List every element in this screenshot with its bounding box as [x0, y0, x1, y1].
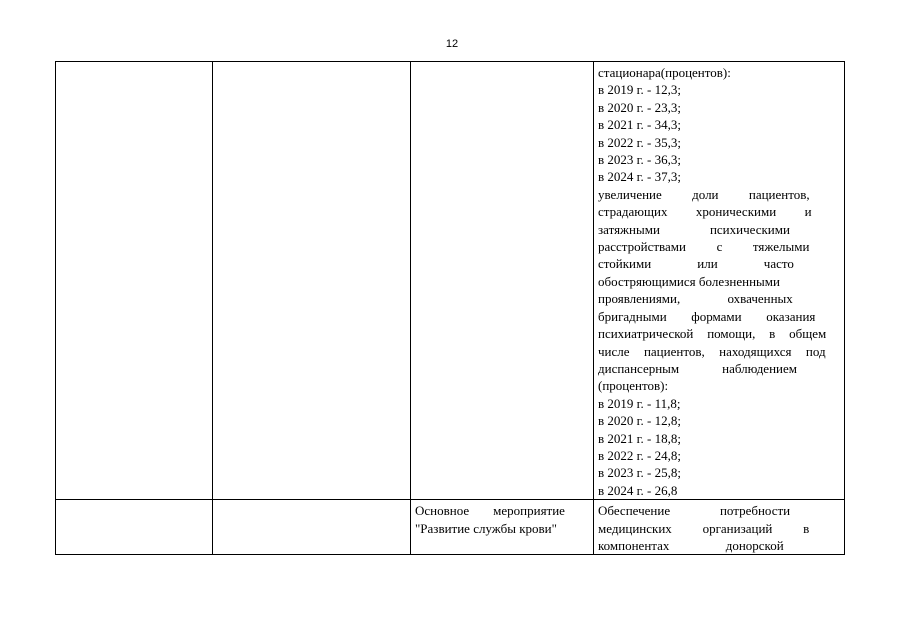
- text-line: в 2021 г. - 34,3;: [598, 117, 681, 133]
- text-line: (процентов):: [598, 378, 669, 394]
- table-cell-col2: [213, 500, 411, 555]
- table-cell-col1: [56, 62, 213, 500]
- text-line: страдающих хроническими и: [598, 204, 812, 220]
- text-line: затяжными психическими: [598, 221, 790, 237]
- text-line: психиатрической помощи, в общем: [598, 326, 827, 342]
- text-line: бригадными формами оказания: [598, 308, 816, 324]
- table-cell-col2: [213, 62, 411, 500]
- table-cell-indicators: [594, 500, 845, 555]
- document-table: [55, 61, 845, 555]
- text-line: расстройствами с тяжелыми: [598, 239, 810, 255]
- table-row: [56, 500, 845, 555]
- page-number: 12: [445, 38, 459, 50]
- table-row: [56, 62, 845, 500]
- table-cell-indicators: [594, 62, 845, 500]
- text-line: Обеспечение потребности: [598, 503, 791, 519]
- text-line: увеличение доли пациентов,: [598, 186, 810, 202]
- text-line: в 2022 г. - 35,3;: [598, 134, 681, 150]
- text-line: в 2023 г. - 25,8;: [598, 465, 681, 481]
- text-line: в 2024 г. - 37,3;: [598, 169, 681, 185]
- text-line: Основное мероприятие: [415, 503, 565, 519]
- text-line: "Развитие службы крови": [415, 520, 557, 536]
- text-line: проявлениями, охваченных: [598, 291, 793, 307]
- text-line: в 2020 г. - 23,3;: [598, 99, 681, 115]
- table-cell-activity: [411, 500, 594, 555]
- text-line: медицинских организаций в: [598, 520, 810, 536]
- text-line: в 2019 г. - 11,8;: [598, 395, 681, 411]
- table-cell-col3: [411, 62, 594, 500]
- text-line: стационара(процентов):: [598, 65, 731, 80]
- text-line: числе пациентов, находящихся под: [598, 343, 826, 359]
- text-line: в 2023 г. - 36,3;: [598, 152, 681, 168]
- text-line: стойкими или часто: [598, 256, 794, 272]
- text-line: диспансерным наблюдением: [598, 360, 797, 376]
- text-line: в 2019 г. - 12,3;: [598, 82, 681, 98]
- text-line: в 2021 г. - 18,8;: [598, 430, 681, 446]
- text-line: обостряющимися болезненными: [598, 273, 780, 289]
- text-line: в 2022 г. - 24,8;: [598, 447, 681, 463]
- table-cell-col1: [56, 500, 213, 555]
- text-line: компонентах донорской: [598, 537, 784, 553]
- text-line: в 2024 г. - 26,8: [598, 482, 678, 498]
- text-line: в 2020 г. - 12,8;: [598, 413, 681, 429]
